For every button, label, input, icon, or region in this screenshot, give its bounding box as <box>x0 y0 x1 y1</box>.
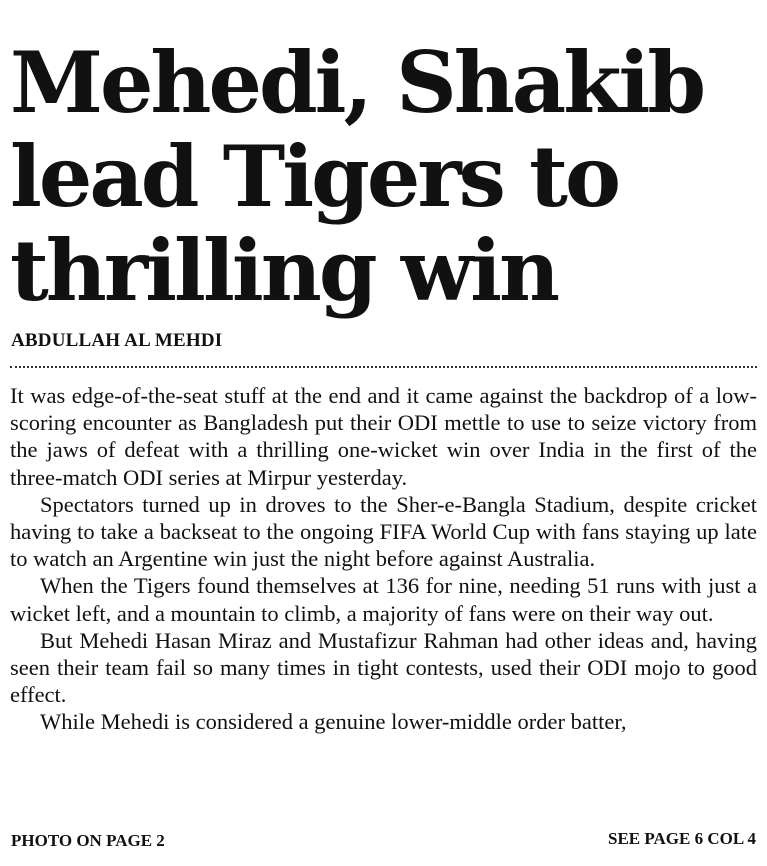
article-body <box>10 382 757 736</box>
headline-line: thrilling win <box>10 221 558 320</box>
paragraph: But Mehedi Hasan Miraz and Mustafizur Rahman had other ideas and, having seen their team fail so many times in tight contests, used their ODI mojo to good effect. <box>10 627 757 708</box>
paragraph: When the Tigers found themselves at 136 for nine, needing 51 runs with just a wicket left, and a mountain to climb, a majority of fans were on their way out. <box>10 573 757 626</box>
paragraph: It was edge-of-the-seat stuff at the end and it came against the backdrop of a low-scoring encounter as Bangladesh put their ODI mettle to use to seize victory from the jaws of defeat with a thrilling one-wicket win over India in the first of the three-match ODI series at Mirpur yesterday. <box>10 383 757 490</box>
paragraph: While Mehedi is considered a genuine lower-middle order batter, <box>40 709 627 735</box>
dotted-divider <box>10 366 757 368</box>
paragraph: Spectators turned up in droves to the Sher-e-Bangla Stadium, despite cricket having to take a backseat to the ongoing FIFA World Cup with fans staying up late to watch an Argentine win just the night before against Australia. <box>10 491 757 572</box>
continued-reference: SEE PAGE 6 COL 4 <box>608 829 756 848</box>
byline: ABDULLAH AL MEHDI <box>11 330 223 351</box>
headline <box>10 33 760 320</box>
photo-reference: PHOTO ON PAGE 2 <box>11 831 165 850</box>
headline-line: Mehedi, Shakib <box>10 33 704 132</box>
headline-line: lead Tigers to <box>10 127 618 226</box>
